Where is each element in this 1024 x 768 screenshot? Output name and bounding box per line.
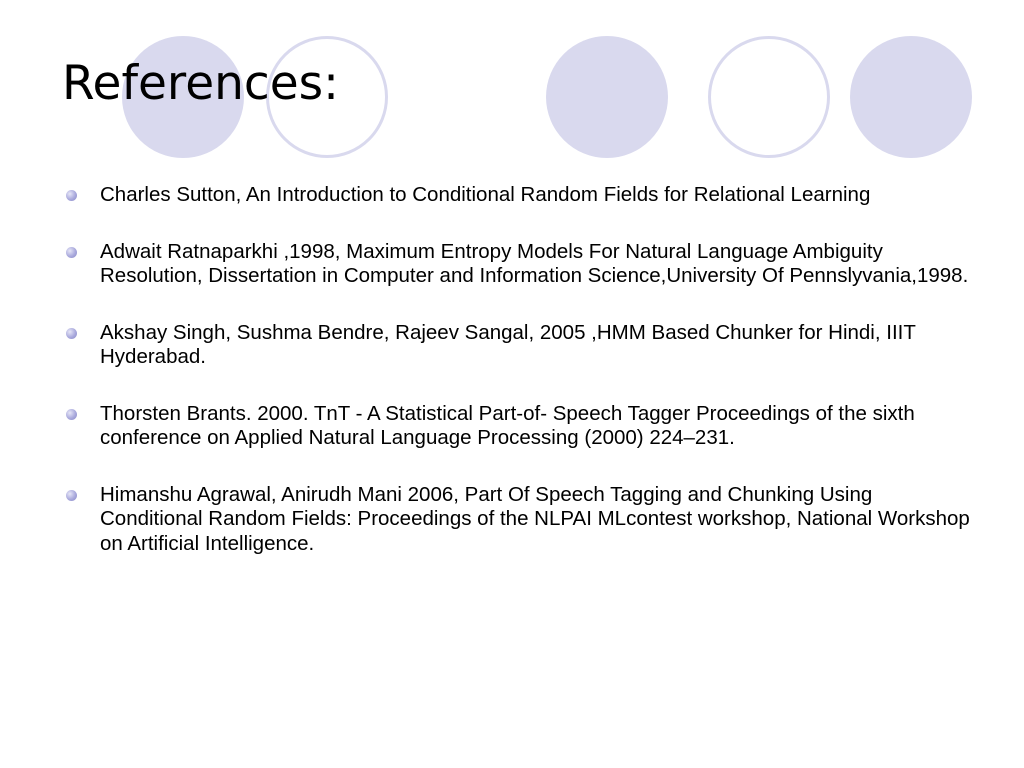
bullet-icon: [66, 409, 77, 420]
reference-item: [62, 483, 972, 557]
bullet-icon: [66, 190, 77, 201]
reference-item: [62, 183, 972, 208]
reference-text: Adwait Ratnaparkhi ,1998, Maximum Entropy Models For Natural Language Ambiguity Resolution, Dissertation in Computer and Information Science,University Of Pennslyvania,1998.: [100, 239, 969, 287]
bullet-icon: [66, 247, 77, 258]
references-list: [62, 183, 972, 588]
bullet-icon: [66, 328, 77, 339]
decorative-circle-3: [546, 36, 668, 158]
reference-item: [62, 402, 972, 451]
reference-text: Himanshu Agrawal, Anirudh Mani 2006, Part Of Speech Tagging and Chunking Using Conditional Random Fields: Proceedings of the NLPAI MLcontest workshop, National Workshop on Artificial Intelligence.: [100, 482, 970, 555]
slide-title: References:: [62, 56, 339, 111]
reference-text: Charles Sutton, An Introduction to Conditional Random Fields for Relational Learning: [100, 183, 871, 206]
decorative-circle-5: [850, 36, 972, 158]
reference-text: Thorsten Brants. 2000. TnT - A Statistical Part-of- Speech Tagger Proceedings of the sixth conference on Applied Natural Language Processing (2000) 224–231.: [100, 401, 915, 449]
reference-item: [62, 321, 972, 370]
reference-item: [62, 240, 972, 289]
reference-text: Akshay Singh, Sushma Bendre, Rajeev Sangal, 2005 ,HMM Based Chunker for Hindi, IIIT Hyderabad.: [100, 320, 916, 368]
decorative-circle-4: [708, 36, 830, 158]
bullet-icon: [66, 490, 77, 501]
